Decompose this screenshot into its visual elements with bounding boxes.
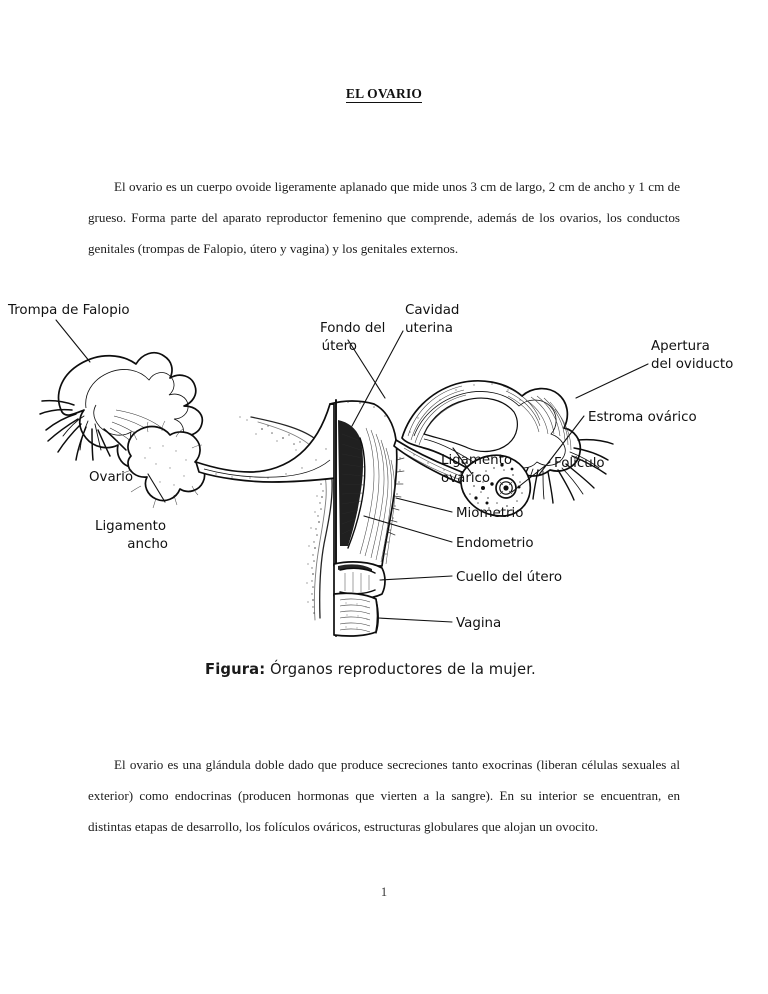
label-vagina: Vagina [456,616,502,631]
mature-follicle [496,478,516,498]
label-ligamento-ovarico-line1: Ligamento [441,453,513,468]
anatomy-diagram [0,288,768,648]
female-reproductive-system-illustration [0,288,768,648]
label-cavidad-uterina-line1: Cavidad [405,303,460,318]
label-ligamento-ovarico-line2: ovárico [441,471,491,486]
label-endometrio: Endometrio [456,536,534,551]
label-fondo-del-utero-line2: útero [321,339,357,354]
leader-apertura-del-oviducto [576,364,648,398]
page-title [0,86,768,102]
page-number: 1 [380,885,388,899]
leader-cuello-del-utero [380,576,452,580]
label-estroma-ovarico: Estroma ovárico [588,410,697,425]
left-uterine-horn [196,404,336,482]
closing-paragraph: El ovario es una glándula doble dado que produce secreciones tanto exocrinas (liberan células sexuales al exterior) como endocrinas (producen hormonas que vierten a la sangre). En su interior se encuentran, en distintas etapas de desarrollo, los folículos ováricos, estructuras globulares que alojan un ovocito. [88,757,680,835]
label-cavidad-uterina-line2: uterina [405,321,453,336]
figure-caption-text: Órganos reproductores de la mujer. [270,661,536,678]
leader-vagina [378,618,452,622]
label-ovario: Ovario [89,470,134,485]
vagina [334,593,378,636]
label-miometrio: Miometrio [456,506,524,521]
label-apertura-del-oviducto-line2: del oviducto [651,357,734,372]
leader-trompa-de-falopio [56,320,90,362]
label-trompa-de-falopio: Trompa de Falopio [8,303,130,318]
label-ligamento-ancho-line1: Ligamento [95,519,167,534]
leader-miometrio [396,498,452,512]
label-fondo-del-utero-line1: Fondo del [320,321,386,336]
figure-block [0,288,768,698]
label-ligamento-ancho-line2: ancho [127,537,168,552]
figure-caption-lead: Figura: [205,661,266,678]
page-title-text: EL OVARIO [345,86,423,101]
label-apertura-del-oviducto-line1: Apertura [651,339,710,354]
intro-paragraph: El ovario es un cuerpo ovoide ligeramente aplanado que mide unos 3 cm de largo, 2 cm de ancho y 1 cm de grueso. Forma parte del aparato reproductor femenino que comprende, además de los ovarios, los conductos genitales (trompas de Falopio, útero y vagina) y los genitales externos. [88,179,680,257]
figure-caption [205,661,725,678]
label-foliculo: Folículo [554,456,605,471]
label-cuello-del-utero: Cuello del útero [456,570,563,585]
